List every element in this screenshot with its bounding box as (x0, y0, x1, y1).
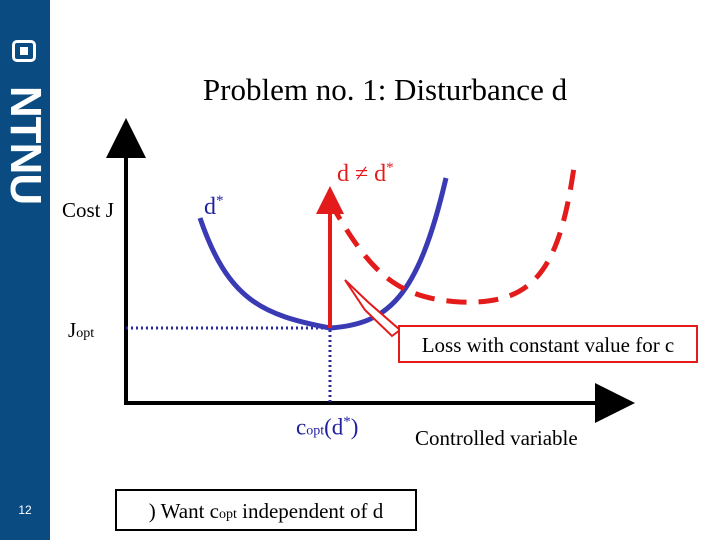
ntnu-logo-text: NTNU (1, 85, 50, 205)
page-number: 12 (18, 503, 32, 517)
jopt-label: Jopt (68, 318, 95, 342)
copt-label: copt(d*) (296, 414, 359, 440)
want-box: ) Want copt independent of d (115, 489, 417, 531)
cost-axis-label: Cost J (62, 198, 114, 222)
d-star-label: d* (204, 193, 224, 220)
d-not-equal-label: d ≠ d* (337, 160, 394, 187)
x-axis-label: Controlled variable (415, 426, 578, 450)
loss-callout-pointer (345, 280, 400, 336)
loss-callout-box (398, 325, 698, 363)
slide-title: Problem no. 1: Disturbance d (202, 72, 568, 107)
nominal-cost-curve (200, 178, 446, 328)
loss-callout-text: Loss with constant value for c (421, 333, 675, 357)
